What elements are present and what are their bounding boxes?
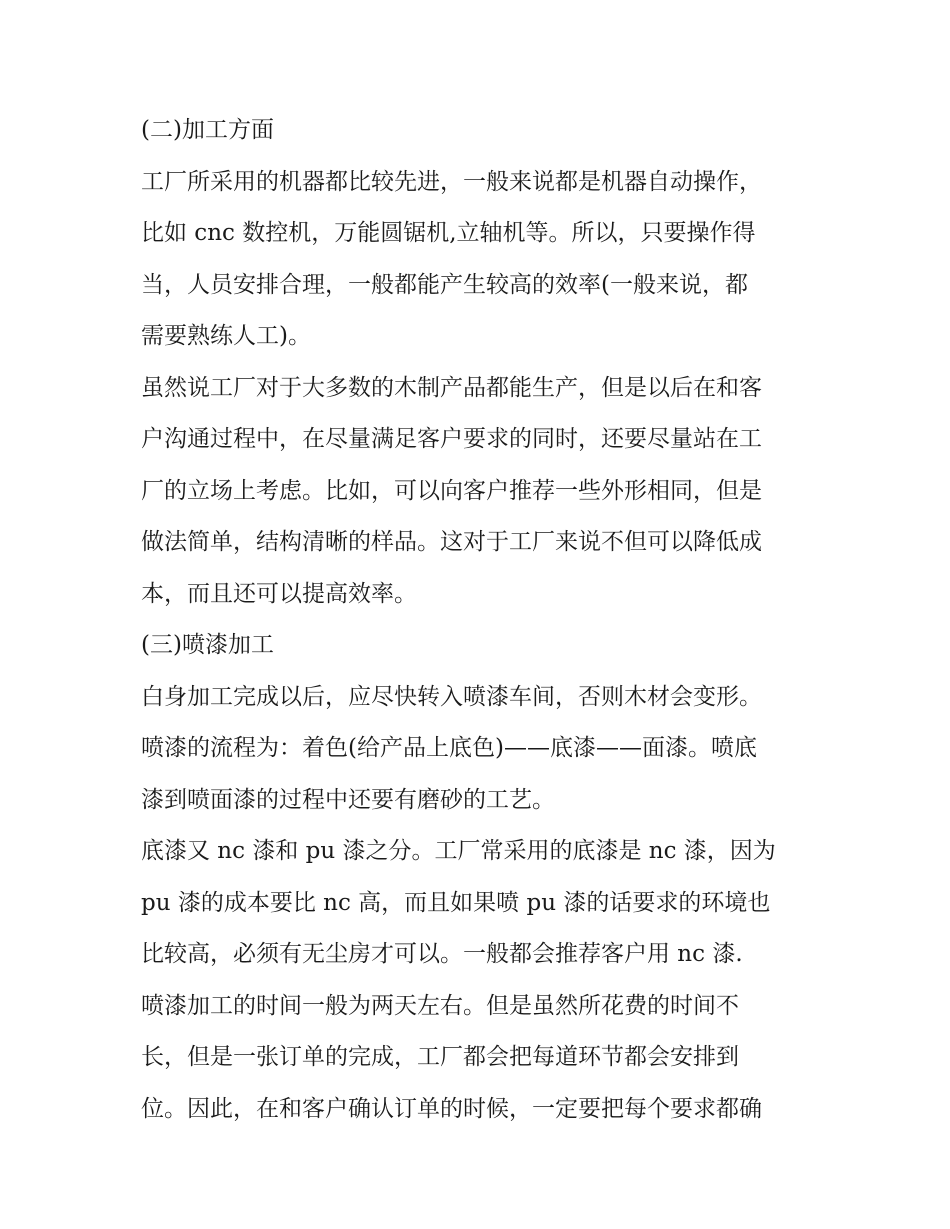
paragraph-line: 比较高，必须有无尘房才可以。一般都会推荐客户用 nc 漆.	[141, 941, 743, 967]
paragraph-line: 长，但是一张订单的完成，工厂都会把每道环节都会安排到	[141, 1044, 739, 1070]
paragraph-line: 虽然说工厂对于大多数的木制产品都能生产，但是以后在和客	[141, 374, 762, 401]
paragraph-line: 白身加工完成以后，应尽快转入喷漆车间，否则木材会变形。	[141, 683, 762, 710]
paragraph-line: 喷漆加工的时间一般为两天左右。但是虽然所花费的时间不	[141, 992, 739, 1019]
paragraph-line: 本，而且还可以提高效率。	[141, 580, 417, 607]
paragraph-line: 需要熟练人工)。	[141, 323, 311, 349]
paragraph-line: 工厂所采用的机器都比较先进，一般来说都是机器自动操作，	[141, 168, 762, 195]
section-heading-processing: (二)加工方面	[141, 117, 274, 143]
paragraph-line: 位。因此，在和客户确认订单的时候，一定要把每个要求都确	[141, 1095, 762, 1122]
paragraph-line: pu 漆的成本要比 nc 高，而且如果喷 pu 漆的话要求的环境也	[141, 889, 771, 916]
paragraph-line: 漆到喷面漆的过程中还要有磨砂的工艺。	[141, 786, 555, 813]
paragraph-line: 户沟通过程中，在尽量满足客户要求的同时，还要尽量站在工	[141, 426, 762, 452]
paragraph-line: 底漆又 nc 漆和 pu 漆之分。工厂常采用的底漆是 nc 漆，因为	[141, 838, 776, 864]
paragraph-line: 喷漆的流程为：着色(给产品上底色)——底漆——面漆。喷底	[141, 735, 757, 761]
document-body	[141, 105, 821, 1135]
section-heading-painting: (三)喷漆加工	[141, 632, 274, 658]
paragraph-line: 当，人员安排合理，一般都能产生较高的效率(一般来说，都	[141, 271, 748, 298]
paragraph-line: 做法简单，结构清晰的样品。这对于工厂来说不但可以降低成	[141, 529, 762, 555]
paragraph-line: 比如 cnc 数控机，万能圆锯机,立轴机等。所以，只要操作得	[141, 220, 756, 246]
paragraph-line: 厂的立场上考虑。比如，可以向客户推荐一些外形相同，但是	[141, 477, 762, 504]
